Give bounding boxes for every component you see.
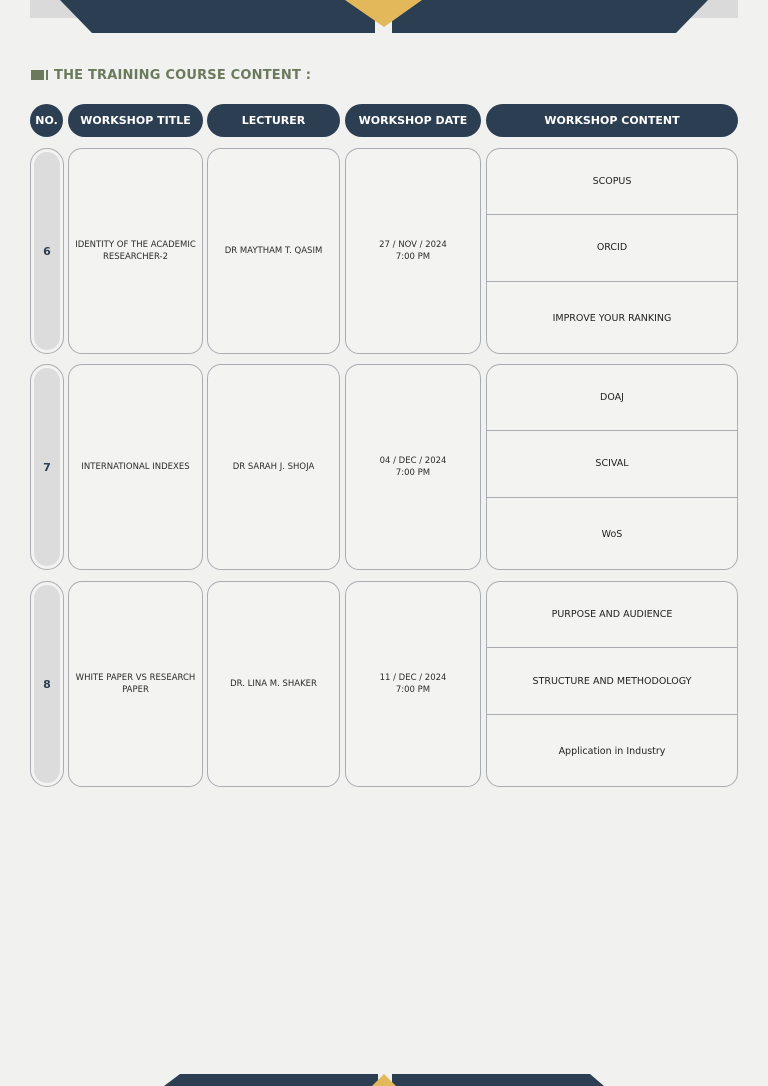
row-number-cell (30, 581, 64, 787)
lecturer-name: DR. LINA M. SHAKER (230, 679, 317, 689)
workshop-date: 27 / NOV / 2024 (379, 240, 447, 250)
workshop-title-cell (68, 364, 203, 570)
workshop-time: 7:00 PM (395, 252, 431, 262)
workshop-date: 11 / DEC / 2024 (379, 673, 447, 683)
header-workshop-title: WORKSHOP TITLE (68, 104, 203, 137)
header-workshop-date: WORKSHOP DATE (345, 104, 481, 137)
footer-decoration (0, 1068, 768, 1086)
workshop-title-cell (68, 581, 203, 787)
content-item: DOAJ (600, 392, 624, 403)
lecturer-cell (207, 581, 340, 787)
workshop-title: WHITE PAPER VS RESEARCH PAPER (75, 673, 196, 695)
content-item: IMPROVE YOUR RANKING (552, 313, 672, 324)
workshop-time: 7:00 PM (395, 468, 431, 478)
workshop-title: INTERNATIONAL INDEXES (81, 462, 190, 472)
lecturer-name: DR MAYTHAM T. QASIM (224, 246, 323, 256)
workshop-date-cell (345, 148, 481, 354)
workshop-content-cell (486, 581, 738, 787)
header-workshop-content: WORKSHOP CONTENT (486, 104, 738, 137)
workshop-date-cell (345, 364, 481, 570)
workshop-date: 04 / DEC / 2024 (379, 456, 447, 466)
content-item: WoS (601, 529, 623, 540)
section-title (31, 66, 311, 84)
section-marker-icon (31, 70, 48, 80)
header-decoration (0, 0, 768, 40)
header-no: NO. (30, 104, 63, 137)
lecturer-cell (207, 148, 340, 354)
row-number: 8 (34, 585, 60, 783)
content-item: STRUCTURE AND METHODOLOGY (532, 675, 692, 687)
content-item: SCIVAL (595, 458, 629, 469)
workshop-title-cell (68, 148, 203, 354)
content-item: SCOPUS (592, 176, 632, 187)
content-item: ORCID (596, 242, 628, 253)
content-item: PURPOSE AND AUDIENCE (551, 609, 673, 620)
row-number: 7 (34, 368, 60, 566)
row-number-cell (30, 148, 64, 354)
row-number: 6 (34, 152, 60, 350)
workshop-content-cell (486, 148, 738, 354)
workshop-date-cell (345, 581, 481, 787)
header-lecturer: LECTURER (207, 104, 340, 137)
lecturer-cell (207, 364, 340, 570)
section-title-text: THE TRAINING COURSE CONTENT : (54, 67, 312, 83)
workshop-content-cell (486, 364, 738, 570)
workshop-title: IDENTITY OF THE ACADEMIC RESEARCHER-2 (75, 240, 196, 262)
workshop-time: 7:00 PM (395, 685, 431, 695)
content-item: Application in Industry (558, 746, 666, 757)
row-number-cell (30, 364, 64, 570)
lecturer-name: DR SARAH J. SHOJA (232, 462, 315, 472)
